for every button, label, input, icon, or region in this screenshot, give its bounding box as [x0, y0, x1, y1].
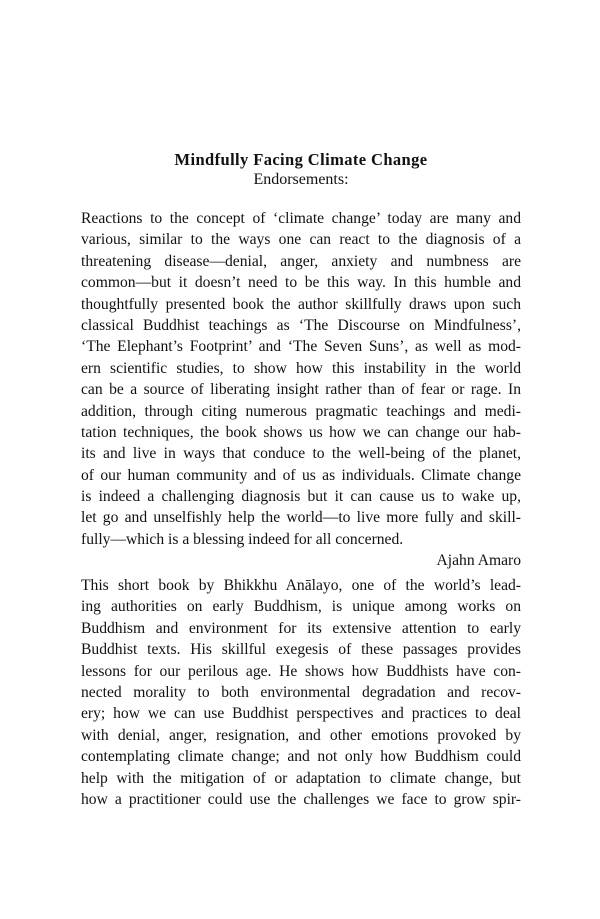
text-line: common—but it doesn’t need to be this way. In this humble and: [81, 274, 521, 292]
text-line: This short book by Bhikkhu Anālayo, one of the world’s lead-: [81, 577, 521, 594]
endorsement-paragraph: [81, 208, 521, 550]
text-line: various, similar to the ways one can react to the diagnosis of a: [81, 231, 521, 249]
text-line: help with the mitigation of or adaptation to climate change, but: [81, 769, 521, 787]
text-line: Reactions to the concept of ‘climate change’ today are many and: [81, 210, 521, 227]
text-line: classical Buddhist teachings as ‘The Discourse on Mindfulness’,: [81, 316, 521, 334]
text-line: ery; how we can use Buddhist perspectives and practices to deal: [81, 705, 521, 723]
text-line: with denial, anger, resignation, and other emotions provoked by: [81, 726, 521, 744]
text-line: Buddhism and environment for its extensive attention to early: [81, 619, 521, 637]
text-line: Buddhist texts. His skillful exegesis of these passages provides: [81, 641, 521, 659]
text-line: lessons for our perilous age. He shows how Buddhists have con-: [81, 662, 521, 680]
text-line: tation techniques, the book shows us how we can change our hab-: [81, 423, 521, 441]
text-line: can be a source of liberating insight rather than of fear or rage. In: [81, 381, 521, 399]
endorsement-second: [81, 575, 521, 810]
page-subtitle: Endorsements:: [253, 171, 349, 188]
text-line: nected morality to both environmental degradation and recov-: [81, 683, 521, 701]
endorsement-attribution: Ajahn Amaro: [436, 552, 521, 570]
text-line: contemplating climate change; and not only how Buddhism could: [81, 748, 521, 766]
book-page: [81, 0, 521, 919]
text-line: ing authorities on early Buddhism, is unique among works on: [81, 598, 521, 616]
text-line: thoughtfully presented book the author skillfully draws upon such: [81, 295, 521, 313]
text-line: addition, through citing numerous pragmatic teachings and medi-: [81, 402, 521, 420]
text-line: of our human community and of us as individuals. Climate change: [81, 466, 521, 484]
text-line: ern scientific studies, to show how this instability in the world: [81, 359, 521, 377]
text-line: fully—which is a blessing indeed for all concerned.: [81, 530, 404, 548]
text-line: let go and unselfishly help the world—to live more fully and skill-: [81, 509, 521, 527]
endorsement-ajahn-amaro: [81, 208, 521, 572]
text-line: its and live in ways that conduce to the well-being of the planet,: [81, 445, 521, 463]
text-line: is indeed a challenging diagnosis but it can cause us to wake up,: [81, 488, 521, 506]
text-line: how a practitioner could use the challenges we face to grow spir-: [81, 790, 521, 808]
text-line: ‘The Elephant’s Footprint’ and ‘The Seven Suns’, as well as mod-: [81, 338, 521, 356]
page-title: Mindfully Facing Climate Change: [174, 150, 428, 169]
endorsement-paragraph: [81, 575, 521, 810]
text-line: threatening disease—denial, anger, anxiety and numbness are: [81, 252, 521, 270]
